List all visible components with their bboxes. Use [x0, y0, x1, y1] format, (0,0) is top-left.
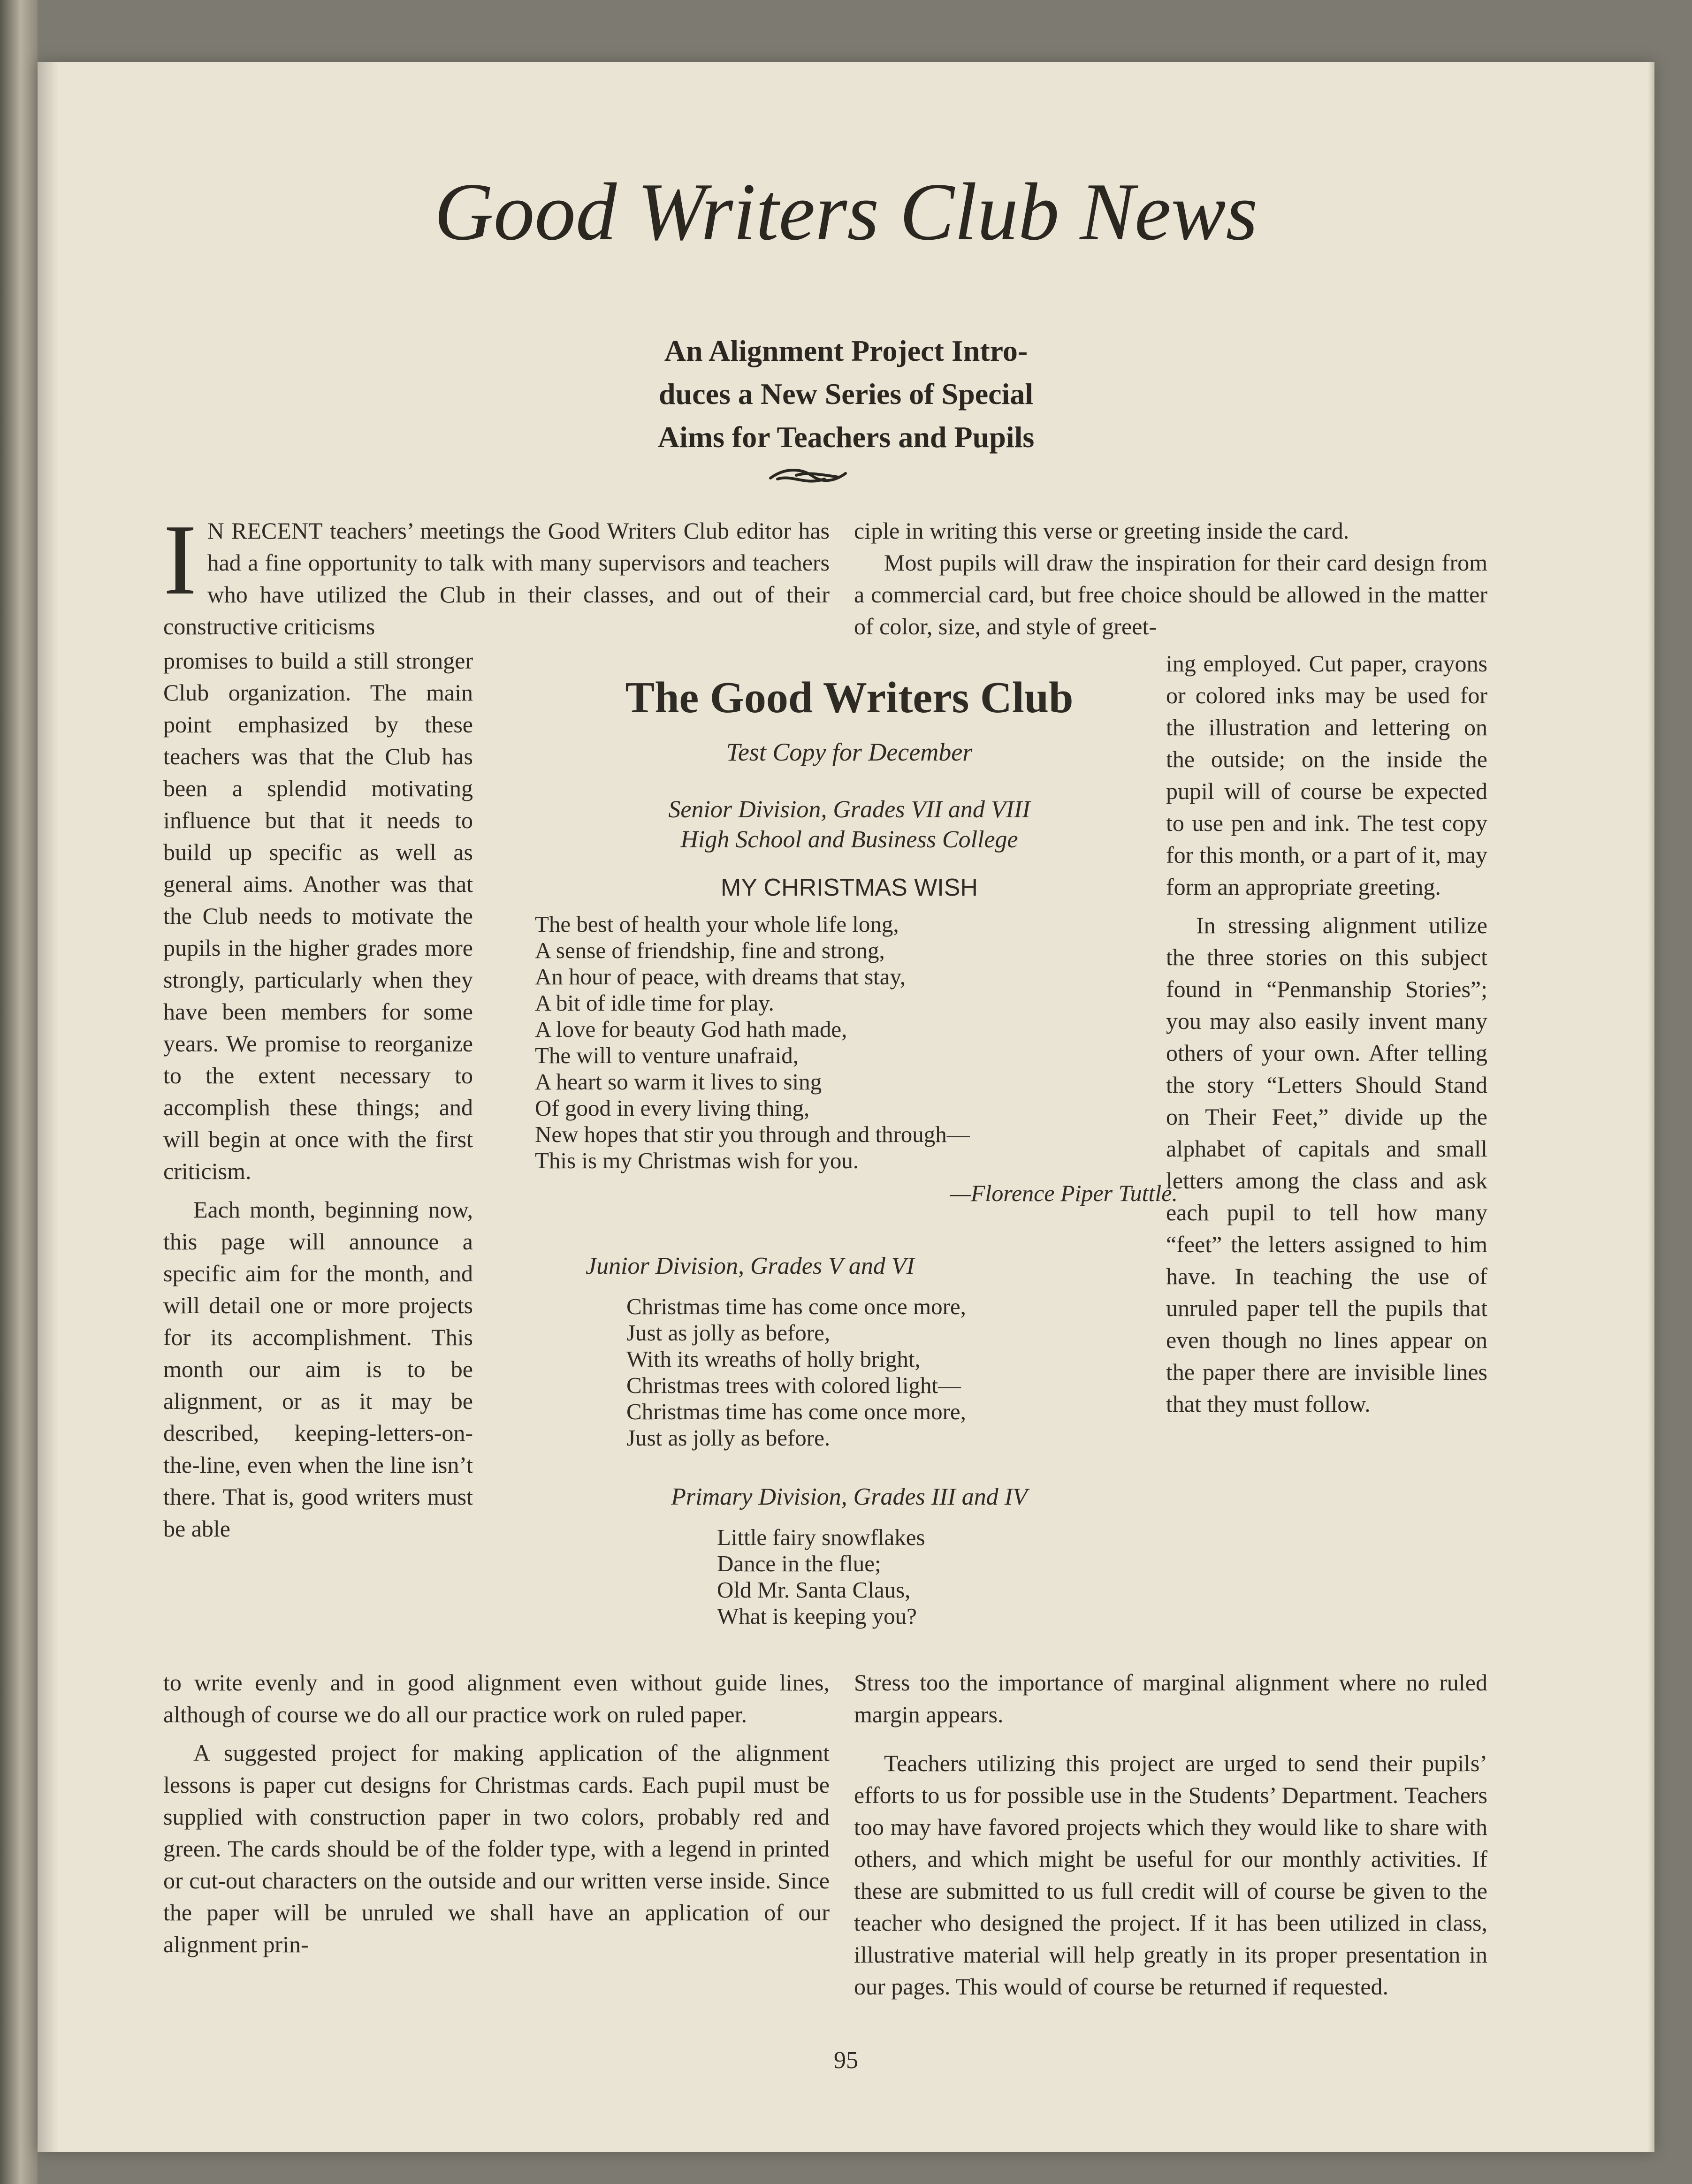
teachers-text: Teachers utilizing this project are urged to send their pupils’ efforts to us for possible use in the Students’ Department. Teachers too may have favored projects which they would like to share with others, and which might be useful for our monthly activities. If these are submitted to us full credit will of course be given to the teacher who designed the project. If it has been utilized in class, illustrative material will help greatly in its proper presentation in our pages. This would of course be returned if requested. — [854, 1750, 1487, 2000]
right-narrow-block — [1166, 647, 1487, 1420]
verse-line: Christmas trees with colored light— — [626, 1372, 961, 1398]
verse-line: Christmas time has come once more, — [626, 1399, 966, 1424]
christmas-wish-poem — [507, 911, 1192, 1174]
suggested-project-text: A suggested project for making application of the alignment lessons is paper cut designs for Christmas cards. Each pupil must be supplied with construction paper in two colors, probably red and green. The cards should be of the folder type, with a legend in printed or cut-out characters on the outside and our written verse inside. Since the paper will be unruled we shall have an application of our alignment prin- — [163, 1740, 830, 1957]
right-bottom-block — [854, 1667, 1487, 2002]
senior-division-heading: Senior Division, Grades VII and VIII — [668, 796, 1030, 823]
left-bottom-block — [163, 1667, 830, 1960]
verse-line: What is keeping you? — [717, 1603, 917, 1629]
scroll-ornament-icon — [768, 463, 848, 491]
intro-top-block — [163, 503, 830, 642]
masthead-title: Good Writers Club News — [434, 166, 1258, 257]
test-copy-heading: Test Copy for December — [726, 738, 973, 766]
verse-line: With its wreaths of holly bright, — [626, 1346, 921, 1372]
senior-division-subheading: High School and Business College — [680, 826, 1018, 853]
poem-line: The best of health your whole life long, — [535, 911, 899, 937]
poem-line: This is my Christmas wish for you. — [535, 1148, 859, 1173]
poem-title: MY CHRISTMAS WISH — [721, 874, 978, 901]
wide-left-text: to write evenly and in good alignment even without guide lines, although of course we do all our practice work on ruled paper. — [163, 1669, 830, 1727]
verse-line: Just as jolly as before, — [626, 1320, 831, 1346]
intro-narrow-block — [163, 645, 473, 1545]
poem-line: An hour of peace, with dreams that stay, — [535, 964, 906, 989]
right-narrow-text-1: ing employed. Cut paper, crayons or colored inks may be used for the illustration and lettering on the outside; on the inside the pupil will of course be expected to use pen and ink. The test copy for this month, or a part of it, may form an appropriate greeting. — [1166, 650, 1487, 900]
poem-line: A heart so warm it lives to sing — [535, 1069, 822, 1095]
wide-right-text: Stress too the importance of marginal alignment where no ruled margin appears. — [854, 1669, 1487, 1727]
primary-division-heading: Primary Division, Grades III and IV — [671, 1484, 1028, 1510]
drop-cap: I — [163, 503, 197, 616]
poem-line: Of good in every living thing, — [535, 1095, 810, 1121]
test-copy-box — [507, 672, 1192, 1629]
poem-line: A sense of friendship, fine and strong, — [535, 937, 885, 963]
poem-line: A bit of idle time for play. — [535, 990, 774, 1016]
right-narrow-text-2: In stressing alignment utilize the three stories on this subject found in “Penmanship Stories”; you may also easily invent many others of your own. After telling the story “Letters Should Stand on Their Feet,” divide up the alphabet of capitals and small letters among the class and ask each pupil to tell how many “feet” the letters assigned to him have. In teaching the use of unruled paper tell the pupils that even though no lines appear on the paper there are invisible lines that they must follow. — [1166, 912, 1487, 1417]
verse-line: Dance in the flue; — [717, 1551, 881, 1576]
intro-paragraph-start — [163, 503, 830, 642]
page-number: 95 — [834, 2047, 858, 2074]
each-month-text: Each month, beginning now, this page will announce a specific aim for the month, and will detail one or more projects for its accomplishment. This month our aim is to be alignment, or as it may be described, keeping-letters-on-the-line, even when the line isn’t there. That is, good writers must be able — [163, 1196, 473, 1542]
right-top-block — [854, 515, 1487, 642]
lead-words: N RECENT — [207, 517, 323, 544]
verse-line: Christmas time has come once more, — [626, 1294, 966, 1319]
intro-top-text: teachers’ meetings the Good Writers Club editor has had a fine opportunity to talk with many supervisors and teachers who have utilized the Club in their classes, and out of their constructive criticisms — [163, 517, 830, 639]
magazine-page — [38, 62, 1654, 2152]
book-spine — [0, 0, 38, 2184]
verse-line: Just as jolly as before. — [626, 1425, 831, 1451]
subtitle-line: duces a New Series of Special — [658, 377, 1034, 411]
poem-author: —Florence Piper Tuttle. — [950, 1180, 1178, 1206]
verse-line: Little fairy snowflakes — [717, 1524, 925, 1550]
subtitle-line: Aims for Teachers and Pupils — [657, 420, 1035, 454]
poem-line: A love for beauty God hath made, — [535, 1016, 847, 1042]
club-title: The Good Writers Club — [625, 673, 1074, 722]
junior-verse — [507, 1294, 1192, 1451]
poem-line: New hopes that stir you through and through— — [535, 1121, 970, 1147]
junior-division-heading: Junior Division, Grades V and VI — [586, 1253, 915, 1279]
intro-narrow-text: promises to build a still stronger Club organization. The main point emphasized by these teachers was that the Club has been a splendid motivating influence but that it needs to build up specific as well as general aims. Another was that the Club needs to motivate the pupils in the higher grades more strongly, particularly when they have been members for some years. We promise to reorganize to the extent necessary to accomplish these things; and will begin at once with the first criticism. — [163, 647, 473, 1184]
primary-verse — [507, 1524, 1192, 1629]
right-top-text: ciple in writing this verse or greeting inside the card. — [854, 517, 1349, 544]
verse-line: Old Mr. Santa Claus, — [717, 1577, 911, 1603]
poem-line: The will to venture unafraid, — [535, 1043, 799, 1068]
most-pupils-text: Most pupils will draw the inspiration for their card design from a commercial card, but free choice should be allowed in the matter of color, size, and style of greet- — [854, 549, 1487, 639]
subtitle — [541, 329, 1151, 459]
subtitle-line: An Alignment Project Intro- — [664, 334, 1028, 367]
